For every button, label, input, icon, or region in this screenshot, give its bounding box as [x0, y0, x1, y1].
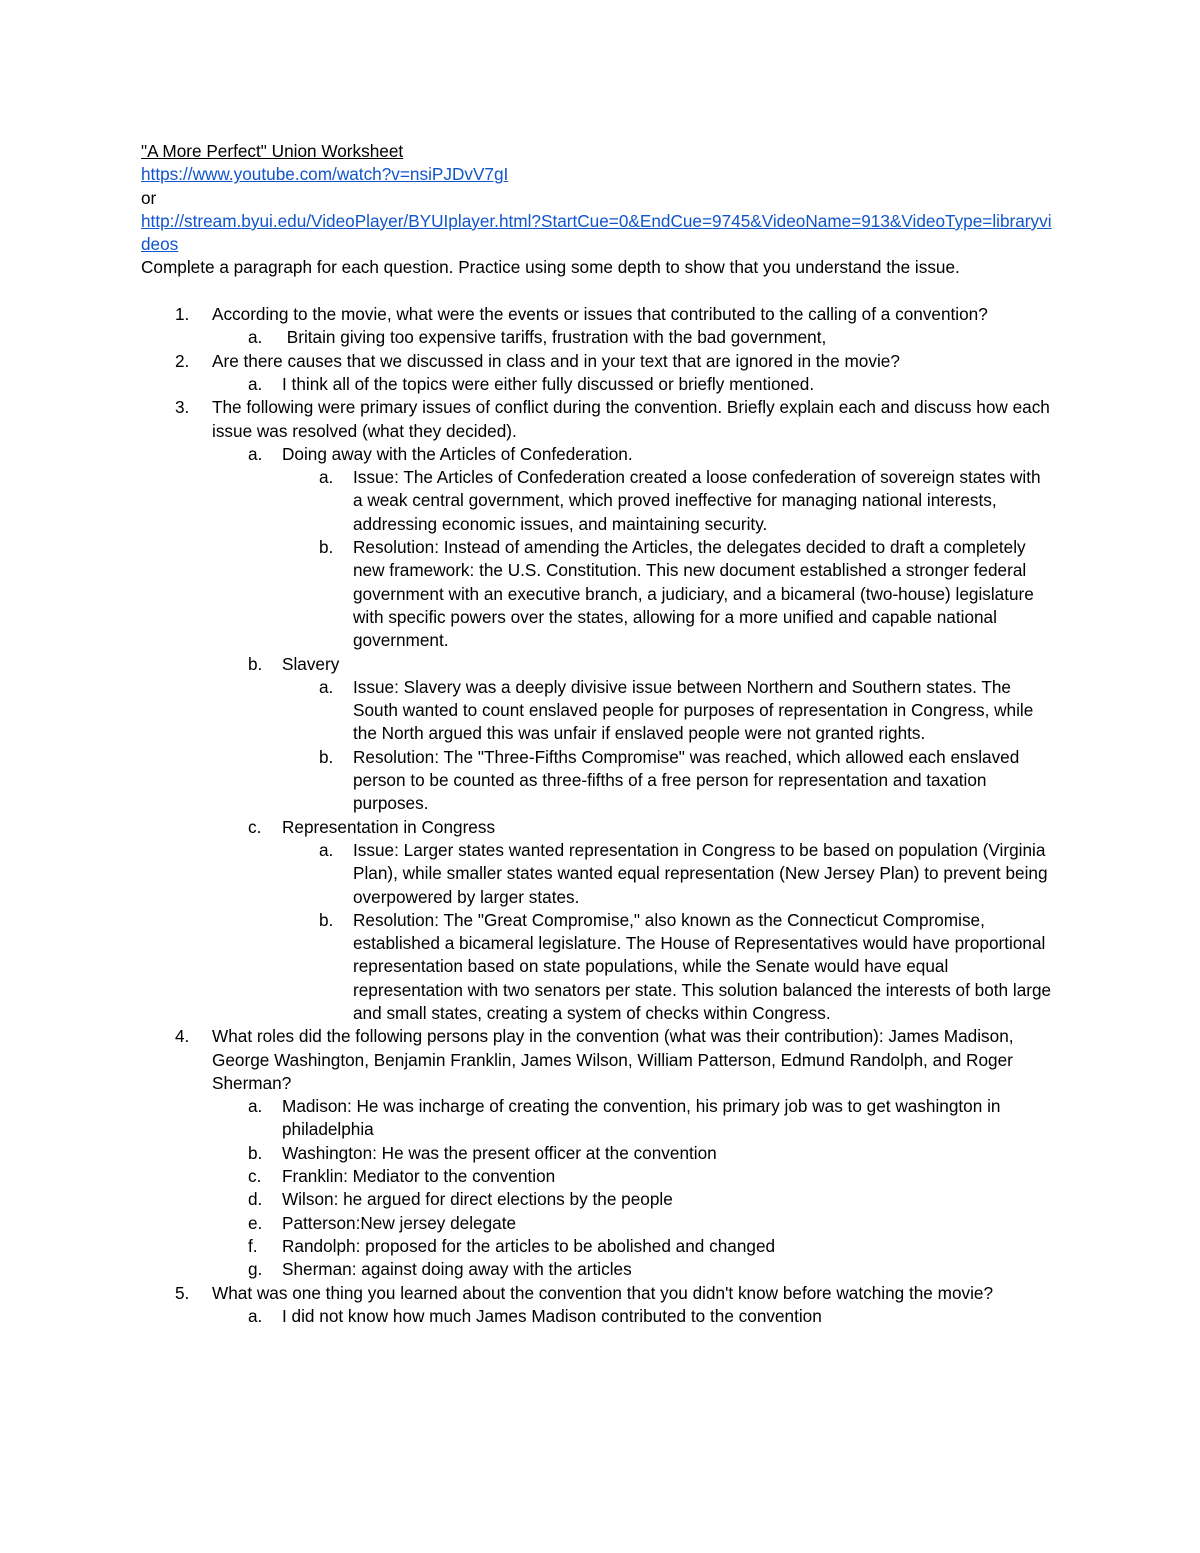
- detail-text: Resolution: The "Three-Fifths Compromise" was reached, which allowed each enslaved person to be counted as three-fifths of a free person for representation and taxation purposes.: [353, 746, 1020, 814]
- answer-item: [141, 1165, 1042, 1188]
- detail-text: Issue: Larger states wanted representation in Congress to be based on population (Virginia Plan), while smaller states wanted equal representation (New Jersey Plan) to prevent being overpowered by larger states.: [353, 839, 1048, 907]
- worksheet-title: "A More Perfect" Union Worksheet: [141, 141, 404, 161]
- answer-item: [141, 1235, 1042, 1258]
- answer-text: Wilson: he argued for direct elections by the people: [282, 1189, 673, 1210]
- or-text: or: [141, 187, 157, 208]
- detail-marker: b.: [319, 909, 334, 930]
- question-text: What roles did the following persons play in the convention (what was their contribution): James Madison, George Washington, Benjamin Franklin, James Wilson, William Patterson, Edmund Randolph, and Roger Sherman?: [212, 1026, 1014, 1093]
- question-5: [141, 1282, 1062, 1305]
- answer-text: I think all of the topics were either fully discussed or briefly mentioned.: [282, 373, 815, 394]
- answer-marker: a.: [248, 1096, 263, 1117]
- answer-item: [141, 1258, 1042, 1281]
- question-4: [141, 1025, 1042, 1095]
- detail-marker: b.: [319, 746, 334, 767]
- answer-marker: b.: [248, 1142, 263, 1163]
- issue-marker: a.: [248, 443, 263, 464]
- question-1: [141, 303, 1042, 326]
- issue-title: Representation in Congress: [282, 816, 496, 837]
- answer-item: [141, 326, 1042, 349]
- answer-item: [141, 1095, 1042, 1142]
- worksheet-page: [141, 140, 1061, 1328]
- detail-marker: a.: [319, 676, 334, 697]
- answer-marker: a.: [248, 327, 263, 348]
- answer-item: [141, 1212, 1042, 1235]
- youtube-link[interactable]: https://www.youtube.com/watch?v=nsiPJDvV7gI: [141, 164, 509, 185]
- detail-text: Issue: Slavery was a deeply divisive issue between Northern and Southern states. The South wanted to count enslaved people for purposes of representation in Congress, while the North argued this was unfair if enslaved people were not granted rights.: [353, 676, 1034, 744]
- issue-detail: [141, 466, 1053, 536]
- answer-marker: a.: [248, 373, 263, 394]
- question-text: What was one thing you learned about the convention that you didn't know before watching the movie?: [212, 1282, 994, 1303]
- answer-marker: d.: [248, 1189, 263, 1210]
- question-number: 2.: [175, 350, 190, 371]
- question-text: According to the movie, what were the events or issues that contributed to the calling of a convention?: [212, 304, 988, 325]
- issue-detail: [141, 676, 1053, 746]
- issue-representation: [141, 816, 1042, 839]
- detail-text: Issue: The Articles of Confederation created a loose confederation of sovereign states with a weak central government, which proved ineffective for managing national interests, addressing economic issues, and maintaining security.: [353, 467, 1041, 534]
- answer-text: I did not know how much James Madison contributed to the convention: [282, 1305, 822, 1326]
- answer-item: [141, 1305, 1042, 1328]
- detail-marker: a.: [319, 839, 334, 860]
- detail-text: Resolution: The "Great Compromise," also known as the Connecticut Compromise, established a bicameral legislature. The House of Representatives would have proportional representation based on state populations, while the Senate would have equal representation with two senators per state. This solution balanced the interests of both large and small states, creating a system of checks within Congress.: [353, 909, 1052, 1023]
- detail-marker: a.: [319, 467, 334, 488]
- answer-text: Patterson:New jersey delegate: [282, 1212, 517, 1233]
- answer-text: Britain giving too expensive tariffs, frustration with the bad government,: [282, 327, 827, 348]
- question-number: 1.: [175, 304, 190, 325]
- issue-title: Doing away with the Articles of Confederation.: [282, 443, 633, 464]
- byui-video-link[interactable]: http://stream.byui.edu/VideoPlayer/BYUIplayer.html?StartCue=0&EndCue=9745&VideoName=913&VideoType=libraryvideos: [141, 210, 1052, 255]
- question-3: [141, 396, 1050, 443]
- issue-articles-of-confederation: [141, 443, 1042, 466]
- question-list: [141, 303, 1061, 1328]
- answer-text: Washington: He was the present officer at the convention: [282, 1142, 717, 1163]
- answer-text: Franklin: Mediator to the convention: [282, 1166, 556, 1187]
- issue-detail: [141, 839, 1053, 909]
- issue-slavery: [141, 653, 1042, 676]
- spacer: [141, 280, 1061, 303]
- detail-marker: b.: [319, 537, 334, 558]
- resolution-detail: [141, 536, 1053, 652]
- question-number: 4.: [175, 1026, 190, 1047]
- question-number: 5.: [175, 1282, 190, 1303]
- answer-text: Madison: He was incharge of creating the convention, his primary job was to get washington in philadelphia: [282, 1096, 1001, 1140]
- issue-title: Slavery: [282, 653, 340, 674]
- question-number: 3.: [175, 397, 190, 418]
- issue-marker: b.: [248, 653, 263, 674]
- question-text: Are there causes that we discussed in class and in your text that are ignored in the movie?: [212, 350, 900, 371]
- answer-text: Sherman: against doing away with the articles: [282, 1259, 632, 1280]
- question-text: The following were primary issues of conflict during the convention. Briefly explain each and discuss how each issue was resolved (what they decided).: [212, 397, 1050, 441]
- question-2: [141, 350, 1042, 373]
- answer-item: [141, 1188, 1042, 1211]
- answer-item: [141, 373, 1042, 396]
- answer-marker: g.: [248, 1259, 263, 1280]
- answer-item: [141, 1142, 1042, 1165]
- answer-marker: c.: [248, 1166, 262, 1187]
- issue-marker: c.: [248, 816, 262, 837]
- answer-text: Randolph: proposed for the articles to be abolished and changed: [282, 1235, 776, 1256]
- detail-text: Resolution: Instead of amending the Articles, the delegates decided to draft a completely new framework: the U.S. Constitution. This new document established a stronger federal government with an executive branch, a judiciary, and a bicameral (two-house) legislature with specific powers over the states, allowing for a more unified and capable national government.: [353, 537, 1034, 651]
- answer-marker: a.: [248, 1305, 263, 1326]
- resolution-detail: [141, 909, 1053, 1025]
- answer-marker: e.: [248, 1212, 263, 1233]
- instructions: Complete a paragraph for each question. Practice using some depth to show that you understand the issue.: [141, 257, 960, 278]
- resolution-detail: [141, 746, 1053, 816]
- answer-marker: f.: [248, 1235, 258, 1256]
